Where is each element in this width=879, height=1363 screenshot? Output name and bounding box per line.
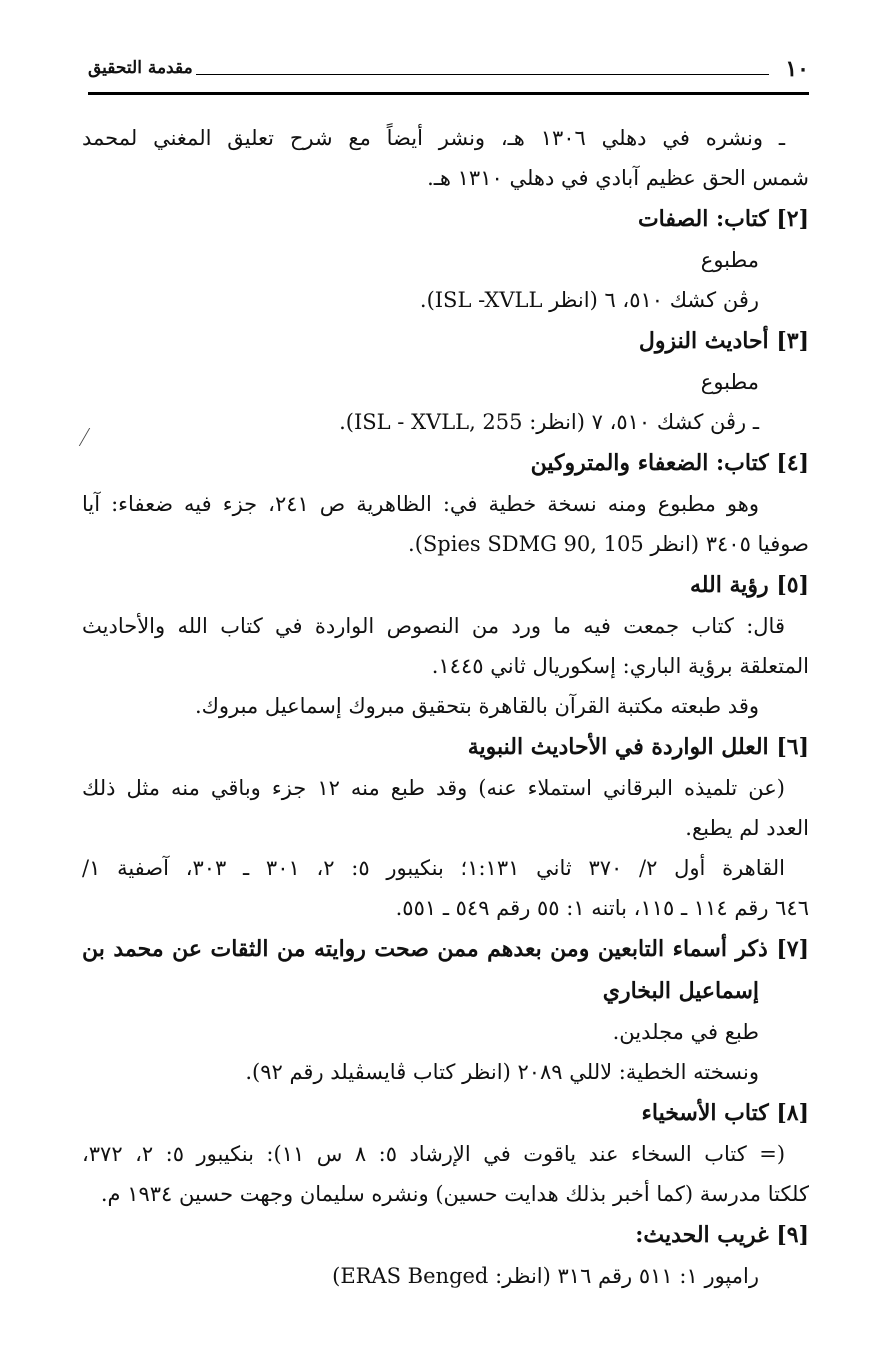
body-line: العدد لم يطبع. bbox=[685, 816, 809, 840]
body-line: ونسخته الخطية: لاللي ٢٠٨٩ (انظر كتاب ڤايسڤيلد رقم ٩٢). bbox=[245, 1060, 759, 1084]
body-line: وهو مطبوع ومنه نسخة خطية في: الظاهرية ص ٢٤١، جزء فيه ضعفاء: آيا bbox=[82, 492, 759, 516]
body-line: ٦٤٦ رقم ١١٤ ـ ١١٥، باتنه ١: ٥٥ رقم ٥٤٩ ـ ٥٥١. bbox=[395, 896, 809, 920]
body-line: قال: كتاب جمعت فيه ما ورد من النصوص الواردة في كتاب الله والأحاديث bbox=[82, 614, 785, 638]
body-line: رڤن كشك ٥١٠، ٦ (انظر ISL -XVLL). bbox=[419, 288, 759, 312]
body-line: صوفيا ٣٤٠٥ (انظر Spies SDMG 90, 105). bbox=[408, 532, 809, 556]
page-body bbox=[82, 118, 809, 1296]
body-line: كلكتا مدرسة (كما أخبر بذلك هدايت حسين) ونشره سليمان وجهت حسين ١٩٣٤ م. bbox=[100, 1182, 809, 1206]
entry-heading: [٤] كتاب: الضعفاء والمتروكين bbox=[530, 450, 809, 476]
entry-heading: [٧] ذكر أسماء التابعين ومن بعدهم ممن صحت روايته من الثقات عن محمد بن bbox=[82, 936, 809, 962]
entry-heading-continued: إسماعيل البخاري bbox=[602, 978, 759, 1004]
body-line: مطبوع bbox=[700, 370, 759, 394]
entry-heading: [٦] العلل الواردة في الأحاديث النبوية bbox=[467, 734, 809, 760]
entry-heading: [٣] أحاديث النزول bbox=[638, 328, 809, 354]
body-line: مطبوع bbox=[700, 248, 759, 272]
header-rule bbox=[196, 74, 769, 75]
body-line: المتعلقة برؤية الباري: إسكوريال ثاني ١٤٤٥. bbox=[431, 654, 809, 678]
entry-heading: [٢] كتاب: الصفات bbox=[637, 206, 809, 232]
body-line: ـ ونشره في دهلي ١٣٠٦ هـ، ونشر أيضاً مع شرح تعليق المغني لمحمد bbox=[82, 126, 785, 150]
body-line: شمس الحق عظيم آبادي في دهلي ١٣١٠ هـ. bbox=[427, 166, 809, 190]
body-line: رامپور ١: ٥١١ رقم ٣١٦ (انظر: ERAS Benged) bbox=[332, 1264, 759, 1288]
entry-heading: [٩] غريب الحديث: bbox=[635, 1222, 809, 1248]
body-line: طبع في مجلدين. bbox=[612, 1020, 759, 1044]
running-title: مقدمة التحقيق bbox=[88, 58, 193, 78]
body-line: (عن تلميذه البرقاني استملاء عنه) وقد طبع منه ١٢ جزء وباقي منه مثل ذلك bbox=[82, 776, 785, 800]
page-number: ١٠ bbox=[785, 56, 809, 82]
body-line: وقد طبعته مكتبة القرآن بالقاهرة بتحقيق مبروك إسماعيل مبروك. bbox=[194, 694, 759, 718]
body-line: القاهرة أول ٢/ ٣٧٠ ثاني ١:١٣١؛ بنكيبور ٥: ٢، ٣٠١ ـ ٣٠٣، آصفية ١/ bbox=[82, 856, 785, 880]
page-header bbox=[88, 52, 809, 95]
entry-heading: [٨] كتاب الأسخياء bbox=[641, 1100, 809, 1126]
entry-heading: [٥] رؤية الله bbox=[689, 572, 809, 598]
body-line: ـ رڤن كشك ٥١٠، ٧ (انظر: ISL - XVLL, 255). bbox=[339, 410, 759, 434]
body-line: (= كتاب السخاء عند ياقوت في الإرشاد ٥: ٨ س ١١): بنكيبور ٥: ٢، ٣٧٢، bbox=[82, 1142, 786, 1166]
